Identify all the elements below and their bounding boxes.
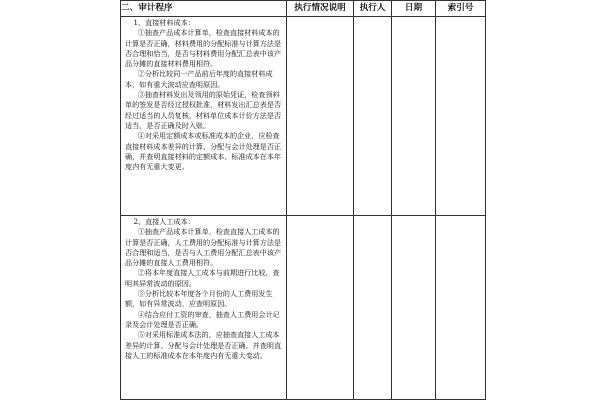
date-cell[interactable]	[392, 216, 436, 400]
procedure-item: ④结合应付工资的审查，抽查人工费用会计记录及会计处理是否正确。	[125, 309, 280, 329]
procedure-item: ⑤对采用标准成本法的，应抽查直接人工成本差异的计算、分配与会计处理是否正确，并查明直接人工的标准成本在本年度内有无重大变动。	[125, 330, 282, 360]
procedure-item: ④对采用定额成本或标准成本的企业，应检查直接材料成本差异的计算、分配与会计处理是否正确，并查明直接材料的定额成本、标准成本在本年度内有无重大变更。	[125, 131, 282, 172]
notes-cell[interactable]	[287, 17, 354, 216]
audit-procedure-table	[120, 0, 486, 400]
procedure-item: ③分析比较本年度各个月份的人工费用发生额，如有异常波动，应查明原因。	[125, 289, 273, 309]
row-direct-labor	[121, 216, 486, 400]
header-notes: 执行情况说明	[287, 1, 354, 17]
header-procedure: 二、审计程序	[121, 1, 287, 17]
notes-cell[interactable]	[287, 216, 354, 400]
procedure-item: ②将本年度直接人工成本与前期进行比较，查明其异常波动的原因。	[125, 268, 280, 288]
header-index: 索引号	[436, 1, 486, 17]
executor-cell[interactable]	[354, 17, 392, 216]
procedure-cell-materials	[121, 17, 287, 216]
row-direct-materials	[121, 17, 486, 216]
procedure-item: ①抽查产品成本计算单，检查直接人工成本的计算是否正确，人工费用的分配标准与计算方法是否合理和适当，是否与人工费用分配汇总表中该产品分摊的直接人工费用相符。	[125, 227, 282, 268]
header-executor: 执行人	[354, 1, 392, 17]
procedure-item: ②分析比较同一产品前后年度的直接材料成本，如有重大波动应查明原因。	[125, 69, 273, 89]
procedure-item: ③抽查材料发出及领用的原始凭证，检查领料单的签发是否经过授权批准，材料发出汇总表是否经过适当的人员复核，材料单位成本计价方法是否适当，是否正确及时入账。	[125, 90, 282, 130]
date-cell[interactable]	[392, 17, 436, 216]
index-cell[interactable]	[436, 216, 486, 400]
procedure-cell-labor	[121, 216, 287, 400]
index-cell[interactable]	[436, 17, 486, 216]
header-date: 日期	[392, 1, 436, 17]
section-title: 2、直接人工成本：	[133, 217, 195, 226]
header-row	[121, 1, 486, 17]
executor-cell[interactable]	[354, 216, 392, 400]
section-title: 1、直接材料成本：	[133, 18, 195, 27]
procedure-item: ①抽查产品成本计算单，检查直接材料成本的计算是否正确，材料费用的分配标准与计算方法是否合理和恰当，是否与材料费用分配汇总表中该产品分摊的直接材料费用相符。	[125, 28, 282, 69]
